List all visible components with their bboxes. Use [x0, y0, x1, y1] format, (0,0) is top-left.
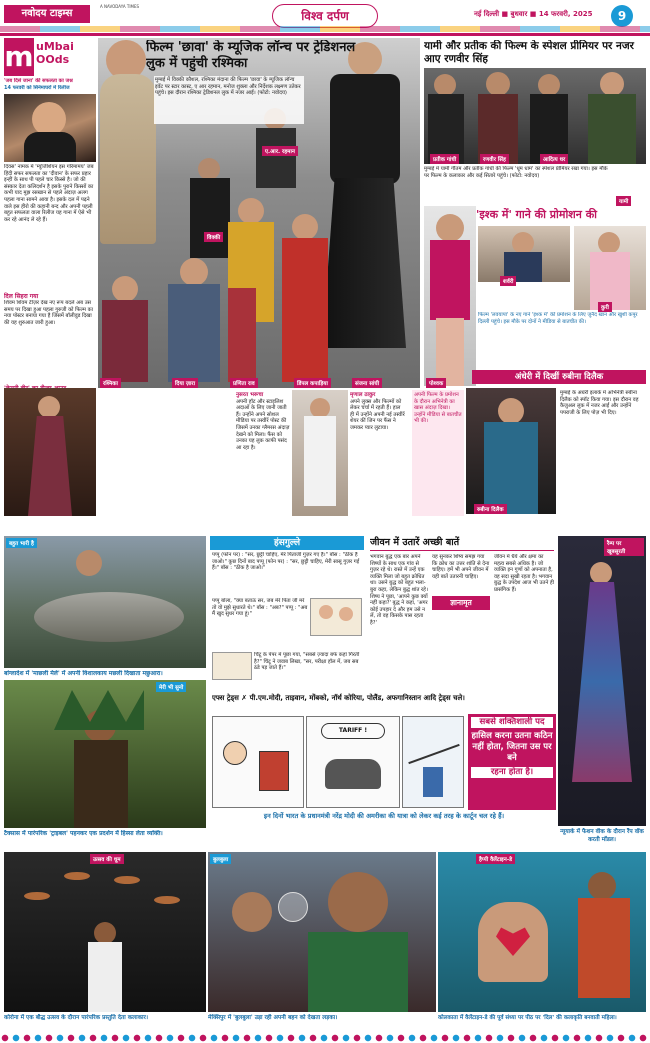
- mumbai-moods-title: uMbai OOds: [36, 40, 74, 66]
- jeevan-body-1: भगवान बुद्ध एक बार अपने शिष्यों के साथ एक गांव से गुज़र रहे थे। रास्ते में उन्हें एक व्यक्ति मिला जो बहुत क्रोधित था। उसने बुद्ध को बहुत भला-बुरा कहा, लेकिन बुद्ध शांत रहे। शिष्य ने पूछा, 'आपने कुछ क्यों नहीं कहा?' बुद्ध ने कहा, 'अगर कोई उपहार दे और हम उसे न लें, तो वह किसके पास रहता है?': [370, 554, 428, 626]
- mumbai-body-2: शिवम शिवम टीज़र देख नए रूप बदले अब उस समय पर दिखा हुआ पहला गुरुजी को फिल्म का नया पोस्टर बनाया गया है जिसमें बॉलीवुड दिखा की यह शुरुआत जारी हुआ।: [4, 300, 93, 326]
- nushrat-title: नुसरत भरूचा: [236, 392, 264, 398]
- ishq-photo-center: [478, 226, 570, 282]
- bahut-label: बहुत भारी है: [6, 538, 37, 548]
- bubble-label: बुलबुला: [210, 854, 231, 864]
- quote-box: [468, 714, 556, 810]
- caption-sharvari: शर्वरी: [500, 276, 516, 286]
- caption-dimple: डिंपल कपाड़िया: [294, 378, 331, 388]
- hasgulle-title: हंसगुल्ले: [210, 536, 364, 550]
- mrunal-title: मृणाल ठाकुर: [350, 392, 376, 398]
- joke-cartoon-2: [212, 652, 252, 680]
- newspaper-logo: नवोदय टाइम्स: [4, 5, 90, 23]
- quote-top: सबसे शक्तिशाली पद: [471, 717, 553, 728]
- caption-rahman: ए.आर. रहमान: [262, 146, 298, 156]
- page-number: 9: [611, 5, 633, 27]
- ramp-label: रैम्प पर खूबसूरती: [604, 538, 644, 556]
- jeevan-body-3: जीवन में धैर्य और क्षमा का महत्व सबसे अधिक है। जो व्यक्ति इन गुणों को अपनाता है, वह सदा सुखी रहता है। भगवान बुद्ध के उपदेश आज भी उतने ही प्रासंगिक हैं।: [494, 554, 554, 593]
- ishq-headline: 'इश्क में' गाने की प्रोमोशन की: [476, 208, 598, 221]
- cartoon-header: एफ्स ट्रेड्स ✗ पी.एम.मोदी, ताइवान, मोंबको, नॉर्थ कोरिया, पोलैंड, अफगानिस्तान आदि ट्रेड्स चले।: [212, 694, 465, 702]
- jeevan-body-2b: [432, 612, 490, 688]
- cartoon-1: [212, 716, 304, 808]
- festival-photo: [4, 852, 206, 1012]
- caption-diya: दिया ज़ारा: [172, 378, 198, 388]
- chhaava-headline: फिल्म 'छावा' के म्यूजिक लॉन्च पर ट्रेडिशनल लुक में पहुंची रश्मिका: [146, 40, 356, 71]
- andheri-headline: अंधेरी में दिखीं रुबीना दिलैक: [472, 370, 646, 384]
- fish-photo: [4, 536, 206, 668]
- yami-photo: [424, 68, 646, 164]
- valentine-caption: कोलकाता में वैलेंटाइन-डे की पूर्व संध्या पर पीठ पर 'दिल' की कलाकृति बनवाती महिला।: [438, 1015, 617, 1021]
- mumbai-photo-1: [4, 94, 96, 162]
- joke-1: पप्पू (फोन पर) : "सर, छुट्टी चाहिए, मेरे पिताजी गुज़र गए हैं।" बॉस : "ठीक है जाओ।" कुछ दिनों बाद पप्पू (फोन पर) : "सर, छुट्टी चाहिए, मेरी सासू गुज़र गई हैं।" बॉस : "ठीक है जाओ।": [212, 552, 360, 572]
- bubble-photo: [208, 852, 436, 1012]
- nushrat-photo-left: [4, 388, 96, 516]
- cartoon-2: [306, 716, 400, 808]
- cartoon-caption: इन दिनों भारत के प्रधानमंत्री नरेंद्र मोदी की अमरीका की यात्रा को लेकर कई तरह के कार्टून चल रहे हैं।: [263, 812, 505, 820]
- cartoon-3: [402, 716, 464, 808]
- quote-mid: हासिल करना उतना कठिन नहीं होता, जितना उस पर बने: [471, 731, 553, 763]
- tribal-photo: [4, 680, 206, 828]
- caption-sayani: संजना सांघी: [352, 378, 382, 388]
- mumbai-kicker-2: 14 फरवरी को सिनेमाघरों में रिलीज: [4, 85, 70, 91]
- jeevan-body-2: यह सुनकर शिष्य समझ गया कि क्रोध का उत्तर शांति से देना चाहिए। हमें भी अपने जीवन में यही बातें उतारनी चाहिए।: [432, 554, 490, 580]
- tribal-label: मेरी भी सुनो: [156, 682, 186, 692]
- ishq-body: फिल्म 'लवयापा' के नए गाने 'इश्क में' की प्रमोशन के लिए जुनैद खान और खुशी कपूर दिल्ली पहुंचे। इस मौके पर दोनों ने मीडिया से बातचीत की।: [478, 312, 638, 325]
- mumbai-m-logo: m: [4, 38, 34, 76]
- caption-kuri: कुरी: [598, 302, 612, 312]
- mumbai-column: [4, 38, 96, 608]
- ramp-caption: न्यूयार्क में फैशन वीक के दौरान रैंप वॉक करती मॉडल।: [560, 829, 644, 843]
- rubina-photo: [466, 388, 556, 514]
- bubble-caption: मेक्सिपुर में 'बुलबुला' उड़ा रही अपनी बहन को देखता लड़का।: [208, 1015, 338, 1021]
- dateline: नई दिल्ली ■ बुधवार ■ 14 फरवरी, 2025: [474, 10, 593, 18]
- bahut-caption: बांग्लादेश में 'माछली मेले' में अपनी विशालकाय मछली दिखाता मछुआरा।: [4, 670, 163, 677]
- festival-caption: कोरोना में एक बौद्ध उत्सव के दौरान पारंपरिक प्रस्तुति देता कलाकार।: [4, 1015, 149, 1021]
- joke-2: पप्पू बोला, "क्या बताऊं सर, जब मेरे पिता जी मरे तो वो मुझे सुधारते थे।" बॉस : "अब?" पप्पू : "अब मैं खुद सुधर गया हूं।": [212, 598, 308, 618]
- caption-vicky: विक्की: [204, 232, 223, 242]
- mumbai-subhead-1: दिल सिहरा गया: [4, 293, 39, 300]
- andheri-side-text: अपनी फिल्म के प्रमोशन के दौरान अभिनेत्री का खास अंदाज़ दिखा। उन्होंने मीडिया से बातचीत भी की।: [412, 390, 464, 516]
- joke-3: चिंटू के पेपर में पूछा गया, "सबसे ज़्यादा बर्फ कहां गिरती है?" चिंटू ने जवाब लिखा, "सर, परीक्षा हॉल में, जब सब ठंडे पड़ जाते हैं।": [254, 652, 360, 672]
- caption-prapti: पोश्वक: [426, 378, 446, 388]
- valentine-label: हैप्पी वैलेंटाइन-डे: [476, 854, 515, 864]
- caption-ranveer: रणवीर सिंह: [480, 154, 509, 164]
- tribal-caption: टैक्सास में पारंपरिक 'ट्राइबल' पहनकर एक प्रदर्शन में हिस्सा लेता व्यक्ति।: [4, 830, 163, 837]
- chhaava-body: मुम्बई में विक्की कौशल, रश्मिका मंदाना की फिल्म 'छावा' के म्यूजिक लॉन्च इवेंट पर स्टार कास्ट, ए आर रहमान, मनोज शुक्ला और निर्देशक लक्ष्मण उतेकर पहुंचे। इस दौरान रश्मिका ट्रेडिशनल लुक में नजर आईं। (फोटो: नवोदय): [154, 76, 304, 124]
- ishq-photo-right: [574, 226, 646, 310]
- yami-headline: यामी और प्रतीक की फिल्म के स्पेशल प्रीमियर पर नजर आए रणवीर सिंह: [424, 40, 634, 65]
- caption-rashmika: रश्मिका: [100, 378, 121, 388]
- valentine-photo: [438, 852, 646, 1012]
- tariff-bubble: TARIFF !: [321, 723, 385, 739]
- ramp-photo: [558, 536, 646, 826]
- color-bars: [0, 26, 650, 32]
- caption-aditya: आदित्य धर: [540, 154, 568, 164]
- joke-cartoon-1: [310, 598, 362, 636]
- caption-rubina: रुबीना दिलैक: [474, 504, 507, 514]
- mumbai-body-1: दिवस' नामक में 'म्यूजिशियन इस गरिमामय' जब हिंदी सफर सफलता का 'दीवान' के सफर प्रहार इन्हीं के साथ पी पहले चार किस्से है। जो की संस्कार देता कलिदर्शन है इसके पुराने किस्सों का कभी याद मुझ रसखान से पहले अंदाज़ अलग पहला गाना सामने आया है। इसके दल में पढ़ने वाले इस हीरो की कहानी बन्द और अपनी पहली बहुत सफलता वाला रिलीज यह गाना में ऐसे भी कर रहे आनंद ले रहे हैं।: [4, 164, 94, 223]
- footer-dots-blue: [11, 1033, 650, 1043]
- mrunal-body: अपने लुक्स और फिल्मों को लेकर चर्चा में रहती हैं। हाल ही में उन्होंने अपनी नई तस्वीरें शेयर कीं जिन पर फैंस ने जमकर प्यार लुटाया।: [350, 398, 405, 431]
- caption-pratik: प्रतीक गांधी: [430, 154, 459, 164]
- logo-subtitle: A NAVODAYA TIMES: [100, 4, 140, 9]
- ishq-photo-left: [424, 206, 476, 386]
- nushrat-text: [236, 392, 292, 512]
- gyanamrit-label: ज्ञानामृत: [432, 596, 490, 610]
- yami-body: मुम्बई में यामी गौतम और प्रतीक गांधी की फिल्म 'धूम धाम' का स्पेशल प्रीमियर रखा गया। इस मौके पर फिल्म के कलाकार और कई सितारे पहुंचे। (फोटो: नवोदय): [424, 166, 608, 179]
- jeevan-title: जीवन में उतारें अच्छी बातें: [370, 536, 554, 551]
- section-title: विश्व दर्पण: [272, 4, 378, 28]
- quote-bottom: रहना होता है।: [471, 767, 553, 778]
- mrunal-text: [350, 392, 406, 512]
- nushrat-body: अपनी हॉट और स्टाइलिश अदाओं के लिए जानी जाती हैं। उन्होंने अपने सोशल मीडिया पर तस्वीरें पोस्ट कीं जिसमें उनका ग्लैमरस अंदाज़ देखने को मिला। फैंस को उनका यह लुक काफी पसंद आ रहा है।: [236, 398, 290, 451]
- mumbai-kicker: 'जब दिसे जाना' की सफलता का जश्न: [4, 78, 73, 84]
- andheri-body: मुम्बई के अंधेरी इलाके में अभिनेत्री रुबीना दिलैक को स्पॉट किया गया। इस दौरान वह कैजुअल लुक में नजर आईं और उन्होंने पपराजी के लिए पोज़ भी दिए।: [560, 390, 639, 416]
- caption-pranita: प्रणिता राव: [230, 378, 258, 388]
- nushrat-photo: [292, 390, 348, 516]
- caption-yami: यामी: [616, 196, 631, 206]
- festival-label: उत्सव की धूम: [90, 854, 124, 864]
